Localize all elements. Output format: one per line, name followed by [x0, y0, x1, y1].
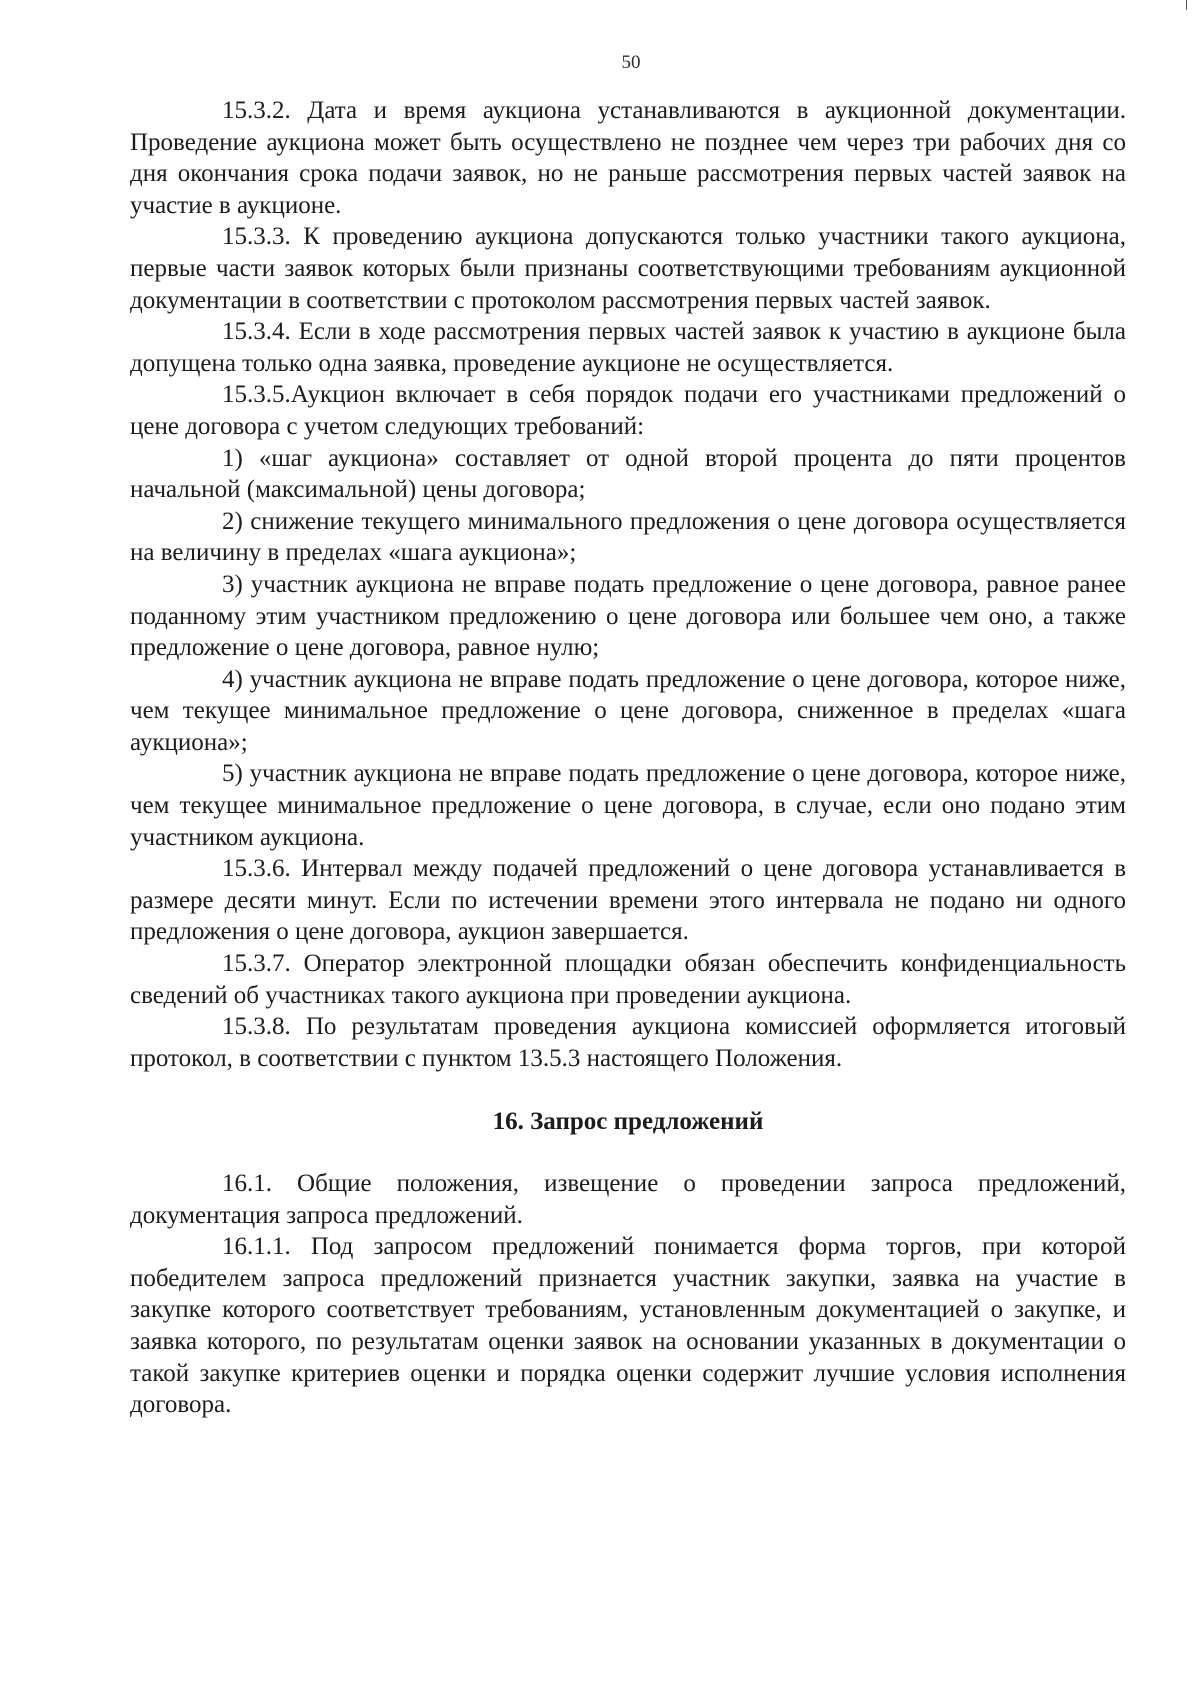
paragraph-16-1-1: 16.1.1. Под запросом предложений понимается форма торгов, при которой победителем запроса предложений признается участник закупки, заявка на участие в закупке которого соответствует требованиям, установленным документацией о закупке, и заявка которого, по результатам оценки заявок на основании указанных в документации о такой закупке критериев оценки и порядка оценки содержит лучшие условия исполнения договора. [130, 1233, 1126, 1419]
paragraph-15-3-6: 15.3.6. Интервал между подачей предложений о цене договора устанавливается в размере десяти минут. Если по истечении времени этого интервала не подано ни одного предложения о цене договора, аукцион завершается. [130, 855, 1126, 946]
paragraph-15-3-5: 15.3.5.Аукцион включает в себя порядок подачи его участниками предложений о цене договора с учетом следующих требований: [130, 381, 1126, 440]
page-number: 50 [621, 52, 641, 73]
paragraph-15-3-3: 15.3.3. К проведению аукциона допускаются только участники такого аукциона, первые части заявок которых были признаны соответствующими требованиям аукционной документации в соответствии с протоколом рассмотрения первых частей заявок. [130, 223, 1126, 314]
document-body [130, 95, 1126, 1421]
list-item-4: 4) участник аукциона не вправе подать предложение о цене договора, которое ниже, чем текущее минимальное предложение о цене договора, сниженное в пределах «шага аукциона»; [130, 665, 1126, 756]
paragraph-15-3-7: 15.3.7. Оператор электронной площадки обязан обеспечить конфиденциальность сведений об участниках такого аукциона при проведении аукциона. [130, 950, 1126, 1009]
paragraph-15-3-2: 15.3.2. Дата и время аукциона устанавливаются в аукционной документации. Проведение аукциона может быть осуществлено не позднее чем через три рабочих дня со дня окончания срока подачи заявок, но не раньше рассмотрения первых частей заявок на участие в аукционе. [130, 97, 1126, 219]
paragraph-15-3-8: 15.3.8. По результатам проведения аукциона комиссией оформляется итоговый протокол, в соответствии с пунктом 13.5.3 настоящего Положения. [130, 1013, 1126, 1072]
scan-edge-mark [1186, 0, 1187, 10]
paragraph-15-3-4: 15.3.4. Если в ходе рассмотрения первых частей заявок к участию в аукционе была допущена только одна заявка, проведение аукционе не осуществляется. [130, 318, 1126, 377]
section-heading: 16. Запрос предложений [492, 1108, 764, 1136]
list-item-3: 3) участник аукциона не вправе подать предложение о цене договора, равное ранее поданному этим участником предложению о цене договора или большее чем оно, а также предложение о цене договора, равное нулю; [130, 570, 1126, 662]
list-item-2: 2) снижение текущего минимального предложения о цене договора осуществляется на величину в пределах «шага аукциона»; [130, 507, 1126, 567]
list-item-1: 1) «шаг аукциона» составляет от одной второй процента до пяти процентов начальной (максимальной) цены договора; [130, 444, 1126, 504]
paragraph-16-1: 16.1. Общие положения, извещение о проведении запроса предложений, документация запроса предложений. [130, 1170, 1126, 1229]
list-item-5: 5) участник аукциона не вправе подать предложение о цене договора, которое ниже, чем текущее минимальное предложение о цене договора, в случае, если оно подано этим участником аукциона. [130, 760, 1126, 851]
